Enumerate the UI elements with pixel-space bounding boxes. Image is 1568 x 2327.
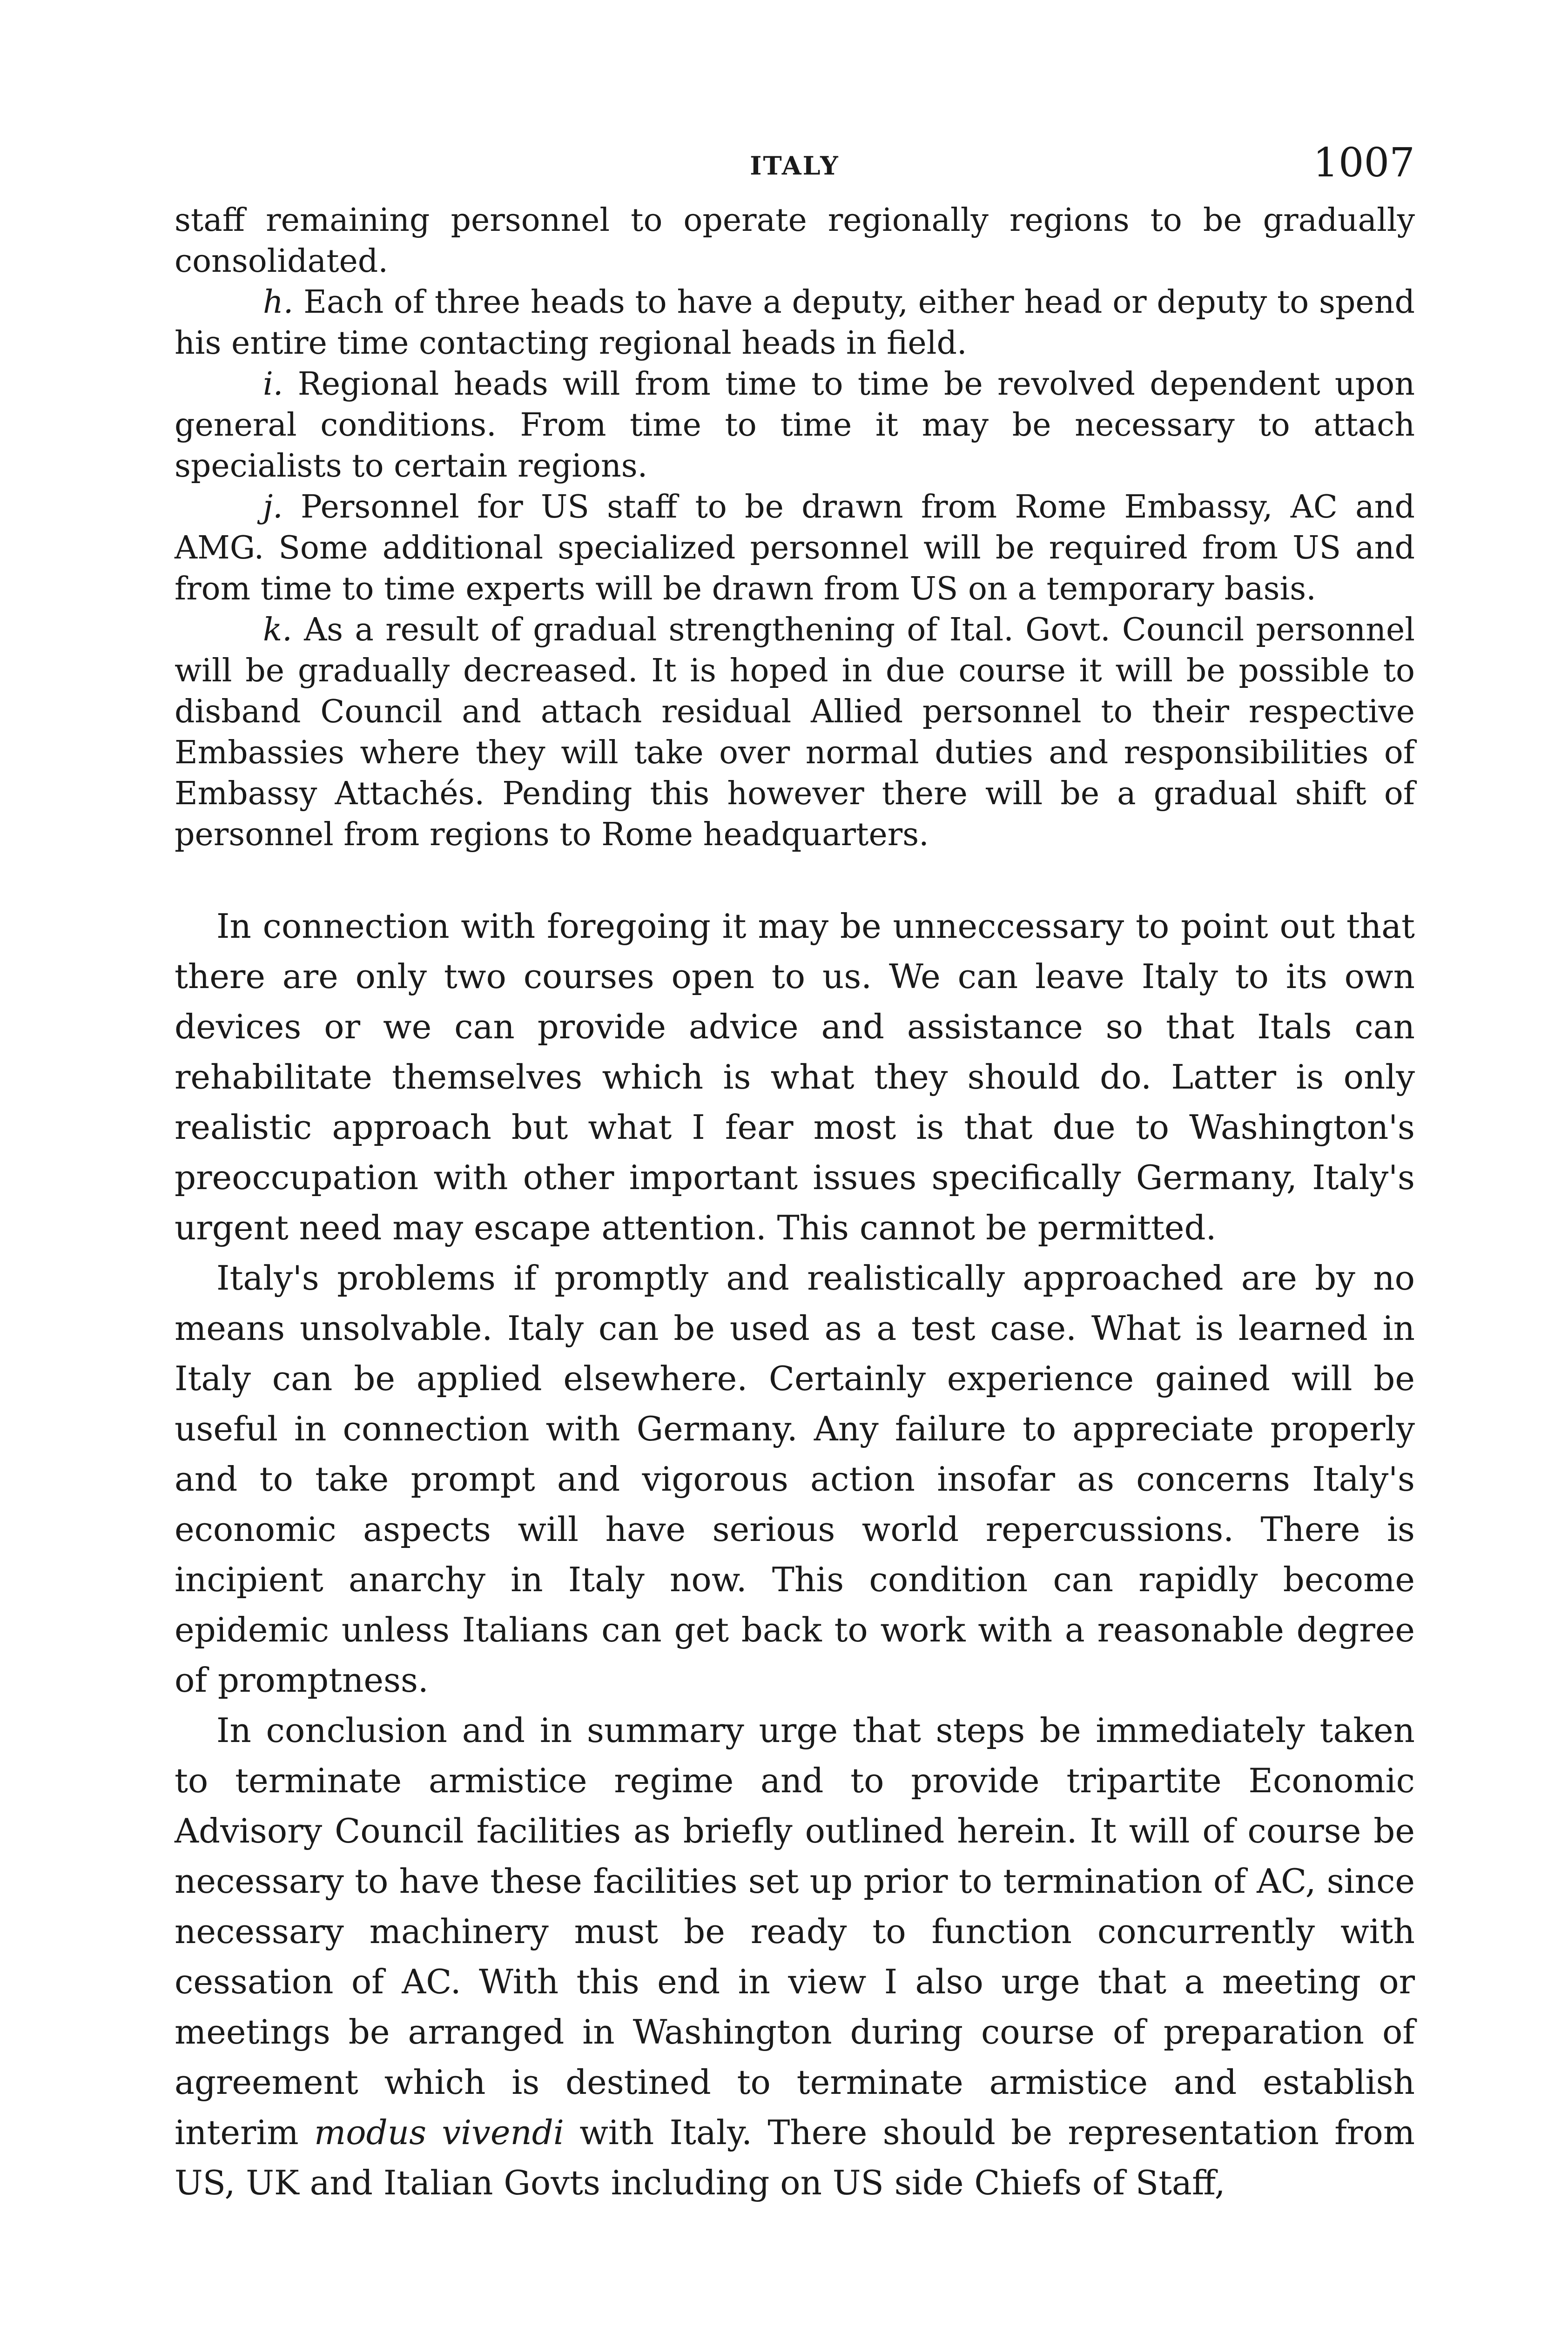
item-marker: j. xyxy=(263,489,283,525)
item-marker: i. xyxy=(263,366,283,403)
body-paragraph-final xyxy=(175,1705,1415,2208)
running-head xyxy=(175,140,1415,200)
document-page xyxy=(175,140,1415,2208)
text-run: In conclusion and in summary urge that steps be immediately taken to terminate armistice regime and to provide tripartite Economic Advisory Council facilities as briefly outlined herein. It will of course be necessary to have these facilities set up prior to termination of AC, since necessary machinery must be ready to function concurrently with cessation of AC. With this end in view I also urge that a meeting or meetings be arranged in Washington during course of preparation of agreement which is destined to terminate armistice and establish interim xyxy=(175,1711,1415,2152)
item-text: Each of three heads to have a deputy, either head or deputy to spend his entire time contacting regional heads in field. xyxy=(175,284,1415,362)
item-marker: h. xyxy=(263,284,294,321)
body-paragraph: Italy's problems if promptly and realistically approached are by no means unsolvable. Italy can be used as a test case. What is learned in Italy can be applied elsewhere. Certainly experience gained will be useful in connection with Germany. Any failure to appreciate properly and to take prompt and vigorous action insofar as concerns Italy's economic aspects will have serious world repercussions. There is incipient anarchy in Italy now. This condition can rapidly become epidemic unless Italians can get back to work with a reasonable degree of promptness. xyxy=(175,1258,1415,1700)
main-text-block xyxy=(175,901,1415,2208)
item-marker: k. xyxy=(263,612,292,648)
list-item-j xyxy=(175,487,1415,610)
running-title: ITALY xyxy=(750,151,840,181)
continuation-paragraph: staff remaining personnel to operate regionally regions to be gradually consolidated. xyxy=(175,202,1415,280)
item-text: As a result of gradual strengthening of Ital. Govt. Council personnel will be gradually decreased. It is hoped in due course it will be possible to disband Council and attach residual Allied personnel to their respective Embassies where they will take over normal duties and responsibilities of Embassy Attachés. Pending this however there will be a gradual shift of personnel from regions to Rome headquarters. xyxy=(175,612,1415,853)
small-type-block xyxy=(175,200,1415,855)
page-number: 1007 xyxy=(1313,140,1415,186)
list-item-i xyxy=(175,364,1415,487)
item-text: Regional heads will from time to time be revolved dependent upon general conditions. From time to time it may be necessary to attach specialists to certain regions. xyxy=(175,366,1415,484)
item-text: Personnel for US staff to be drawn from Rome Embassy, AC and AMG. Some additional specialized personnel will be required from US and from time to time experts will be drawn from US on a temporary basis. xyxy=(175,489,1415,607)
list-item-k xyxy=(175,610,1415,855)
body-paragraph: In connection with foregoing it may be unneccessary to point out that there are only two courses open to us. We can leave Italy to its own devices or we can provide advice and assistance so that Itals can rehabilitate themselves which is what they should do. Latter is only realistic approach but what I fear most is that due to Washington's preoccupation with other important issues specifically Germany, Italy's urgent need may escape attention. This cannot be permitted. xyxy=(175,907,1415,1247)
list-item-h xyxy=(175,282,1415,364)
text-run: with Italy. There should be representation from US, UK and Italian Govts including on US side Chiefs of Staff, xyxy=(175,2113,1415,2202)
italic-phrase: modus vivendi xyxy=(314,2113,564,2152)
